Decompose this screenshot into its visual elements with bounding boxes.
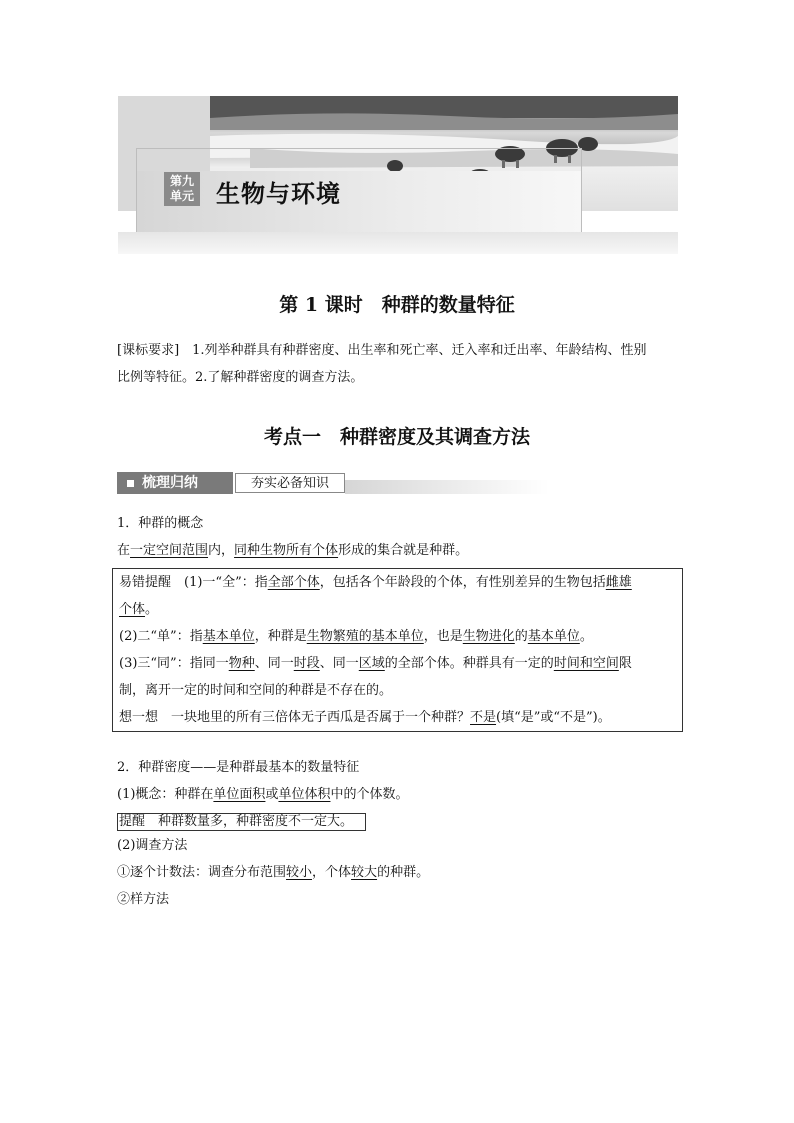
note-line-3 [119, 623, 593, 650]
concept-underline: 单位面积 [213, 787, 266, 802]
def-underline-1: 一定空间范围 [130, 543, 209, 558]
tab-fade-strip [345, 480, 549, 494]
note-line-1 [119, 569, 632, 596]
concept-underline: 单位体积 [278, 787, 331, 802]
note-underline: 生物进化 [462, 629, 515, 644]
method-quadrat: ②样方法 [117, 892, 170, 907]
note-text: 想一想 一块地里的所有三倍体无子西瓜是否属于一个种群？ [119, 710, 471, 725]
section1-heading: 1．种群的概念 [117, 516, 204, 531]
note-label: 易错提醒 [119, 575, 172, 590]
note-text: 。 [145, 602, 159, 617]
tab-summary [117, 472, 233, 494]
def-text-pre: 在 [117, 543, 131, 558]
banner-bottom-strip [118, 232, 678, 254]
method-count-each [117, 859, 429, 886]
kaodian-title: 考点一 种群密度及其调查方法 [263, 426, 530, 448]
banner-title-frame [136, 148, 582, 234]
section-tab-bar [117, 472, 432, 496]
note-text: (2)二“单”：指 [119, 629, 203, 644]
note-underline: 全部个体 [267, 575, 320, 590]
def-text-mid: 内， [208, 543, 235, 558]
unit-badge-line2: 单元 [169, 189, 194, 203]
method-text: ，个体 [312, 865, 352, 880]
note-underline: 个体 [119, 602, 146, 617]
error-prone-note-box [112, 568, 683, 732]
concept-text: (1)概念：种群在 [117, 787, 214, 802]
tab-summary-label: 梳理归纳 [142, 475, 198, 491]
population-definition [117, 537, 468, 564]
note-underline: 不是 [470, 710, 497, 725]
survey-method-heading: (2)调查方法 [117, 838, 188, 853]
square-bullet-icon [127, 480, 134, 487]
standard-text-1: 1.列举种群具有种群密度、出生率和死亡率、迁入率和迁出率、年龄结构、性别 [179, 343, 647, 358]
def-underline-2: 同种生物所有个体 [234, 543, 339, 558]
note-underline: 物种 [228, 656, 255, 671]
note-text: 的全部个体。种群具有一定的 [384, 656, 554, 671]
method-underline: 较大 [351, 865, 378, 880]
density-tip-box: 提醒 种群数量多，种群密度不一定大。 [117, 813, 366, 831]
unit-badge-line1: 第九 [169, 174, 194, 188]
lesson-title: 第 1 课时 种群的数量特征 [279, 294, 515, 316]
concept-text: 或 [265, 787, 279, 802]
curriculum-standard [117, 337, 679, 391]
note-line-5: 制，离开一定的时间和空间的种群是不存在的。 [119, 683, 393, 698]
note-text: ，包括各个年龄段的个体，有性别差异的生物包括 [319, 575, 606, 590]
method-underline: 较小 [286, 865, 313, 880]
note-text: (1)一“全”：指 [171, 575, 268, 590]
note-text: 的 [514, 629, 528, 644]
unit-number-badge [164, 172, 200, 206]
def-text-post: 形成的集合就是种群。 [338, 543, 469, 558]
note-text: 、同一 [254, 656, 294, 671]
note-text: 限 [618, 656, 632, 671]
note-text: ，也是 [423, 629, 463, 644]
concept-text: 中的个体数。 [330, 787, 409, 802]
note-text: 。 [579, 629, 593, 644]
section2-heading: 2．种群密度——是种群最基本的数量特征 [117, 760, 360, 775]
think-question [119, 704, 611, 731]
tab-knowledge: 夯实必备知识 [235, 473, 345, 493]
note-text: (3)三“同”：指同一 [119, 656, 229, 671]
unit-title: 生物与环境 [216, 180, 341, 208]
density-concept [117, 781, 408, 808]
note-underline: 雌雄 [605, 575, 632, 590]
note-text: ，种群是 [254, 629, 307, 644]
method-text: ①逐个计数法：调查分布范围 [117, 865, 287, 880]
note-underline: 时间和空间 [553, 656, 619, 671]
note-underline: 基本单位 [527, 629, 580, 644]
unit-banner [118, 96, 678, 256]
note-line-2 [119, 596, 158, 623]
note-text: (填“是”或“不是”)。 [496, 710, 611, 725]
note-underline: 时段 [293, 656, 320, 671]
note-underline: 基本单位 [202, 629, 255, 644]
note-underline: 生物繁殖的基本单位 [306, 629, 424, 644]
note-underline: 区域 [358, 656, 385, 671]
standard-label: [课标要求] [117, 343, 180, 358]
note-line-4 [119, 650, 632, 677]
standard-text-2: 比例等特征。2.了解种群密度的调查方法。 [117, 370, 364, 385]
method-text: 的种群。 [377, 865, 430, 880]
note-text: 、同一 [319, 656, 359, 671]
